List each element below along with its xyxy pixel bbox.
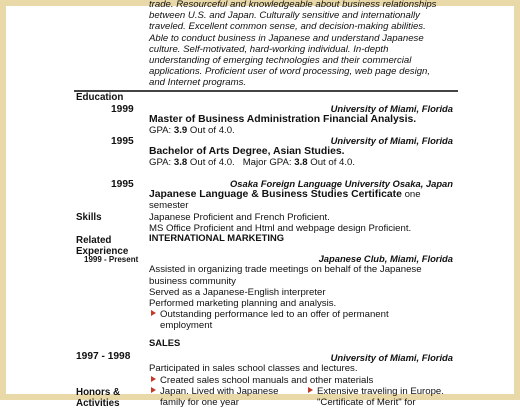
education-year: 1999: [111, 104, 134, 115]
arrow-bullet-icon: [151, 387, 156, 393]
degree-title: Master of Business Administration Financial Analysis.: [149, 114, 417, 126]
education-place: Osaka Foreign Language University Osaka, Japan: [230, 178, 453, 189]
certificate-title: Japanese Language & Business Studies Certificate one: [149, 189, 421, 201]
skill-item: Japanese Proficient and French Proficient.: [149, 212, 330, 223]
gpa-line: GPA: 3.9 Out of 4.0.: [149, 125, 235, 137]
job-duty: Assisted in organizing trade meetings on behalf of the Japanese: [149, 264, 422, 276]
summary-line: trade. Resourceful and knowledgeable about business relationships: [149, 0, 437, 10]
honors-label: Honors & Activities: [76, 387, 121, 409]
job-duty: business community: [149, 275, 236, 287]
education-entry: [149, 103, 453, 137]
job-achievement: Created sales school manuals and other materials: [149, 375, 453, 386]
honors-right: Extensive traveling in Europe. "Certificate of Merit" for: [306, 386, 444, 408]
honors-left: Japan. Lived with Japanese family for one year: [149, 386, 278, 408]
summary-line: applications. Proficient user of word processing, web page design,: [149, 66, 431, 78]
education-place: University of Miami, Florida: [330, 135, 453, 146]
summary-line: culture. Self-motivated, hard-working individual. In-depth: [149, 43, 389, 55]
education-year: 1995: [111, 179, 134, 190]
job-place: University of Miami, Florida: [330, 352, 453, 364]
job-duty: Served as a Japanese-English interpreter: [149, 286, 326, 298]
job-heading: INTERNATIONAL MARKETING: [149, 232, 285, 243]
resume-page: [6, 0, 514, 409]
arrow-bullet-icon: [308, 387, 313, 393]
certificate-duration: semester: [149, 200, 189, 212]
arrow-bullet-icon: [151, 310, 156, 316]
gpa-line: GPA: 3.8 Out of 4.0. Major GPA: 3.8 Out of 4.0.: [149, 157, 356, 169]
sales-dates: 1997 - 1998: [76, 351, 131, 362]
summary-line: Able to conduct business in Japanese and understand Japanese: [149, 32, 424, 44]
sales-entry: [149, 337, 453, 386]
summary-line: between U.S. and Japan. Culturally sensitive and internationally: [149, 10, 420, 22]
experience-label: Related Experience: [76, 235, 129, 257]
arrow-bullet-icon: [151, 376, 156, 382]
summary-paragraph: [149, 0, 459, 89]
education-place: University of Miami, Florida: [330, 103, 453, 114]
education-label: Education: [76, 92, 124, 103]
job-duty: Participated in sales school classes and lectures.: [149, 363, 358, 375]
summary-line: traveled. Excellent common sense, and decision-making abilities.: [149, 21, 426, 33]
job-heading: SALES: [149, 337, 181, 348]
experience-dates: 1999 - Present: [84, 255, 139, 264]
job-achievement-cont: employment: [160, 320, 213, 332]
education-year: 1995: [111, 136, 134, 147]
education-entry: [149, 178, 453, 212]
job-achievement: Outstanding performance led to an offer of permanent: [149, 309, 453, 320]
summary-line: understanding of emerging technologies and their commercial: [149, 55, 412, 67]
experience-entry: [149, 232, 453, 332]
job-place: Japanese Club, Miami, Florida: [318, 253, 453, 265]
summary-line: and Internet programs.: [149, 77, 247, 89]
skill-item: MS Office Proficient and Html and webpage design Proficient.: [149, 223, 412, 235]
job-duty: Performed marketing planning and analysis.: [149, 298, 337, 310]
section-divider: [74, 90, 458, 92]
skills-label: Skills: [76, 212, 102, 223]
education-entry: [149, 135, 453, 169]
degree-title: Bachelor of Arts Degree, Asian Studies.: [149, 146, 345, 158]
